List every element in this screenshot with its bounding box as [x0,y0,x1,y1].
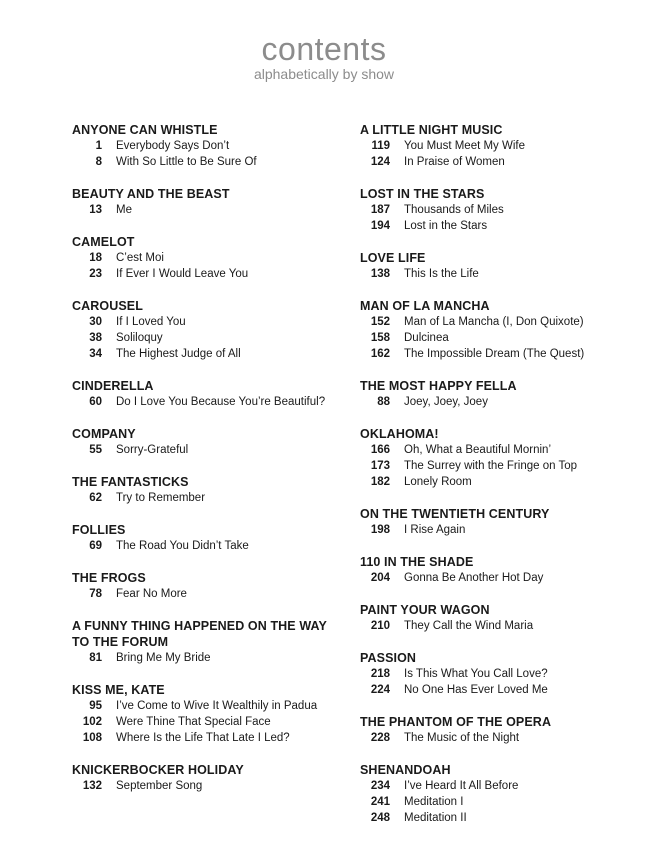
page-number: 124 [370,156,390,168]
show-title: 110 IN THE SHADE [360,555,474,569]
song-title: In Praise of Women [404,156,505,168]
page-number: 8 [95,156,102,168]
song-title: If Ever I Would Leave You [116,268,249,280]
song-entry [72,442,342,458]
show-entry [72,474,342,506]
page-number: 1 [95,140,102,152]
show-entry [360,650,630,698]
show-entry [360,378,630,410]
page-number: 23 [89,268,102,280]
song-title: Do I Love You Because You’re Beautiful? [116,396,326,408]
song-entry [72,314,342,330]
page-number: 173 [370,460,390,472]
song-title: Oh, What a Beautiful Mornin’ [404,444,552,456]
page-number: 38 [89,332,102,344]
show-entry [360,186,630,234]
show-entry [72,234,342,282]
page-number: 132 [82,780,102,792]
show-title [72,618,342,650]
page-number: 138 [370,268,390,280]
song-entry [360,474,630,490]
song-entry [360,266,630,282]
page-number: 95 [89,700,102,712]
page-header [0,30,648,82]
song-entry [360,202,630,218]
page-number: 158 [370,332,390,344]
page-title: contents [261,31,387,67]
song-entry [360,730,630,746]
page-number: 34 [89,348,102,360]
song-entry [72,346,342,362]
song-title: Meditation II [404,812,467,824]
show-title: SHENANDOAH [360,763,451,777]
song-title: The Impossible Dream (The Quest) [404,348,585,360]
page-number: 55 [89,444,102,456]
song-title: Were Thine That Special Face [116,716,271,728]
show-title: PASSION [360,651,417,665]
song-title: Where Is the Life That Late I Led? [116,732,290,744]
page-subtitle: alphabetically by show [253,66,395,82]
show-entry [360,426,630,490]
page-number: 108 [82,732,102,744]
song-entry [72,730,342,746]
page-number: 60 [89,396,102,408]
song-entry [360,522,630,538]
song-title: Meditation I [404,796,464,808]
show-entry [360,250,630,282]
song-entry [360,442,630,458]
song-title: Fear No More [116,588,187,600]
show-entry [72,122,342,170]
show-entry [360,602,630,634]
show-entry [72,186,342,218]
contents-column-right [360,122,630,842]
show-entry [360,298,630,362]
page-number: 234 [370,780,390,792]
page-number: 241 [370,796,390,808]
song-title: Is This What You Call Love? [404,668,548,680]
song-entry [72,138,342,154]
song-entry [72,330,342,346]
song-entry [360,570,630,586]
show-entry [72,298,342,362]
song-title: Dulcinea [404,332,449,344]
show-title: THE FROGS [72,571,146,585]
show-title: ON THE TWENTIETH CENTURY [360,507,550,521]
show-title: THE PHANTOM OF THE OPERA [360,715,552,729]
show-title: BEAUTY AND THE BEAST [72,187,230,201]
song-title: The Surrey with the Fringe on Top [404,460,578,472]
show-entry [72,426,342,458]
page-number: 13 [89,204,102,216]
song-title: C’est Moi [116,252,164,264]
song-entry [72,266,342,282]
show-entry [360,122,630,170]
song-title: You Must Meet My Wife [404,140,526,152]
show-title: THE FANTASTICKS [72,475,189,489]
page-number: 210 [370,620,390,632]
page-number: 198 [370,524,390,536]
show-title: ANYONE CAN WHISTLE [72,123,218,137]
song-title: Man of La Mancha (I, Don Quixote) [404,316,584,328]
song-title: The Highest Judge of All [116,348,241,360]
show-entry [360,554,630,586]
page-number: 187 [370,204,390,216]
song-title: They Call the Wind Maria [404,620,534,632]
page-number: 248 [370,812,390,824]
page-number: 18 [89,252,102,264]
show-entry [360,762,630,826]
page-number: 119 [371,140,390,152]
page-number: 62 [89,492,102,504]
show-title: MAN OF LA MANCHA [360,299,490,313]
song-title: Lonely Room [404,476,472,488]
contents-column-left [72,122,342,810]
song-entry [360,218,630,234]
show-title: THE MOST HAPPY FELLA [360,379,517,393]
show-title: FOLLIES [72,523,126,537]
show-title: A LITTLE NIGHT MUSIC [360,123,503,137]
song-title: I Rise Again [404,524,466,536]
show-entry [72,618,342,666]
show-title: COMPANY [72,427,136,441]
song-entry [72,250,342,266]
song-entry [72,538,342,554]
song-title: Me [116,204,132,216]
page-number: 81 [89,652,102,664]
page-number: 78 [89,588,102,600]
show-title: CAMELOT [72,235,135,249]
song-title: September Song [116,780,203,792]
song-title: Soliloquy [116,332,163,344]
song-entry [72,154,342,170]
show-title-line: A FUNNY THING HAPPENED ON THE WAY [72,619,327,633]
song-title: The Music of the Night [404,732,520,744]
song-title: Thousands of Miles [404,204,504,216]
show-title: OKLAHOMA! [360,427,439,441]
show-title: PAINT YOUR WAGON [360,603,490,617]
song-title: Gonna Be Another Hot Day [404,572,544,584]
song-entry [360,314,630,330]
song-entry [72,698,342,714]
song-entry [72,394,342,410]
song-entry [72,778,342,794]
song-entry [360,346,630,362]
song-title: Lost in the Stars [404,220,488,232]
song-title: Everybody Says Don’t [116,140,230,152]
song-entry [360,394,630,410]
song-entry [360,618,630,634]
song-title: I’ve Heard It All Before [404,780,519,792]
song-title: If I Loved You [116,316,186,328]
show-title: LOVE LIFE [360,251,426,265]
song-entry [72,490,342,506]
song-title: With So Little to Be Sure Of [116,156,257,168]
song-entry [360,666,630,682]
show-title: KISS ME, KATE [72,683,165,697]
song-title: This Is the Life [404,268,479,280]
page-number: 69 [89,540,102,552]
song-title: Bring Me My Bride [116,652,211,664]
show-title: CAROUSEL [72,299,143,313]
song-title: Joey, Joey, Joey [404,396,488,408]
show-title: KNICKERBOCKER HOLIDAY [72,763,244,777]
song-title: No One Has Ever Loved Me [404,684,548,696]
song-entry [72,714,342,730]
song-entry [360,138,630,154]
song-entry [360,778,630,794]
page-number: 152 [370,316,390,328]
song-entry [360,682,630,698]
page-number: 182 [370,476,390,488]
show-entry [72,522,342,554]
song-title: I’ve Come to Wive It Wealthily in Padua [116,700,318,712]
show-entry [72,762,342,794]
song-title: The Road You Didn’t Take [116,540,249,552]
song-entry [360,458,630,474]
show-entry [72,378,342,410]
song-entry [72,202,342,218]
song-entry [360,794,630,810]
page-number: 166 [370,444,390,456]
page-number: 218 [370,668,390,680]
song-title: Try to Remember [116,492,206,504]
song-title: Sorry-Grateful [116,444,189,456]
page-number: 228 [370,732,390,744]
show-title-line: TO THE FORUM [72,635,169,649]
song-entry [72,586,342,602]
page-number: 88 [377,396,390,408]
show-title: CINDERELLA [72,379,154,393]
show-entry [360,506,630,538]
page-number: 204 [370,572,390,584]
show-title: LOST IN THE STARS [360,187,485,201]
show-entry [360,714,630,746]
show-entry [72,682,342,746]
song-entry [360,154,630,170]
page-number: 224 [370,684,390,696]
page-number: 30 [89,316,102,328]
song-entry [360,330,630,346]
page-number: 102 [82,716,102,728]
song-entry [360,810,630,826]
show-entry [72,570,342,602]
song-entry [72,650,342,666]
page-number: 194 [370,220,390,232]
page-number: 162 [370,348,390,360]
